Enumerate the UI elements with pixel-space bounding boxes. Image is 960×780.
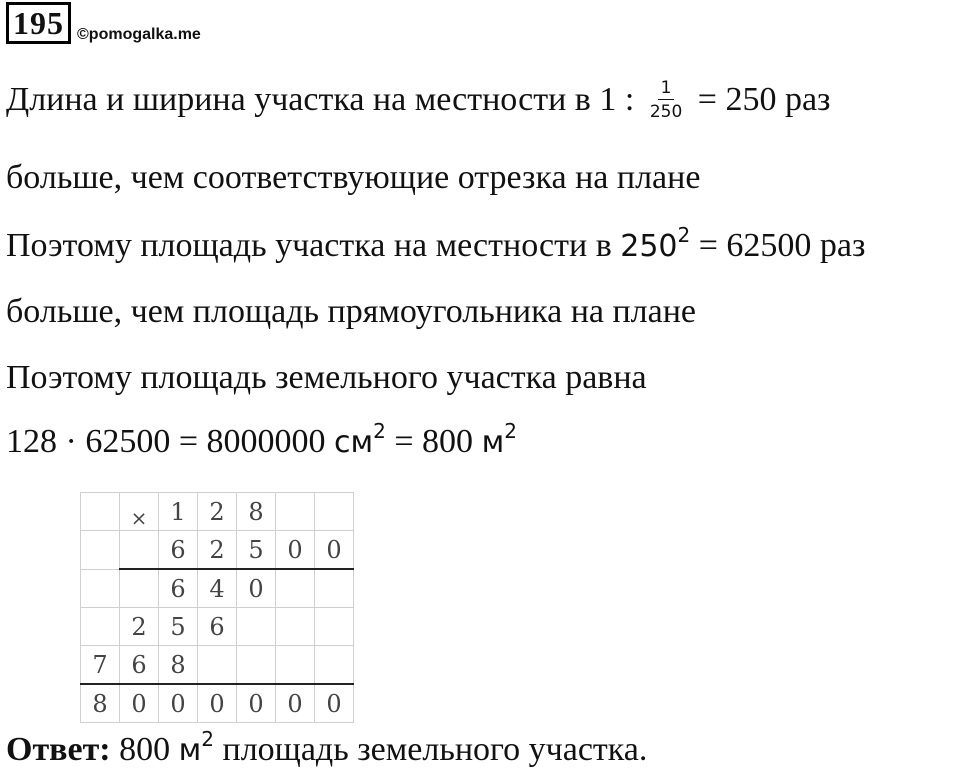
calc-row [81,531,354,570]
line-6-eq: = 800 [394,423,474,460]
calc-cell: 6 [120,646,159,685]
calc-cell: 0 [237,569,276,608]
answer-tail: площадь земельного участка. [222,731,648,768]
line-1 [6,80,830,124]
calc-cell [81,569,120,608]
power-exponent: 2 [677,223,691,247]
calc-cell: 5 [159,608,198,646]
calc-cell: 5 [237,531,276,570]
line-1-tail: = 250 раз [697,81,831,118]
calc-cell: 6 [198,608,237,646]
calc-cell [276,493,315,531]
calc-cell [315,646,354,685]
unit-m-exponent: 2 [504,419,517,443]
unit-m: м [481,425,505,460]
calc-grid [80,492,354,723]
calc-cell: 2 [198,493,237,531]
line-3-text: Поэтому площадь участка на местности в [6,227,612,264]
calc-cell: 0 [315,684,354,723]
calc-cell: 0 [276,684,315,723]
line-5: Поэтому площадь земельного участка равна [6,359,647,396]
calc-cell [315,569,354,608]
calc-cell: 2 [198,531,237,570]
calc-cell: 4 [198,569,237,608]
calc-cell: 0 [315,531,354,570]
calc-cell [81,608,120,646]
calc-row [81,608,354,646]
calc-row [81,646,354,685]
calc-row [81,684,354,723]
calc-cell [81,493,120,531]
calc-cell [237,646,276,685]
line-2: больше, чем соответствующие отрезка на плане [6,159,701,196]
calc-cell: 8 [237,493,276,531]
line-6 [6,419,517,463]
calc-cell [198,646,237,685]
calc-cell: 8 [159,646,198,685]
line-4: больше, чем площадь прямоугольника на плане [6,293,697,330]
line-3 [6,223,866,267]
answer-line [6,727,648,771]
task-number: 195 [6,2,71,44]
unit-cm-exponent: 2 [373,419,386,443]
fraction [647,78,685,122]
calc-cell: 8 [81,684,120,723]
calc-cell: 0 [276,531,315,570]
calc-cell [237,608,276,646]
watermark: ©pomogalka.me [77,26,201,43]
answer-label: Ответ: [6,731,111,768]
calc-cell [120,569,159,608]
calc-row [81,493,354,531]
unit-cm: см [334,425,374,460]
task-header [6,2,201,44]
calc-cell: 2 [120,608,159,646]
calc-cell [81,531,120,570]
times-sign: × [120,493,159,531]
calc-row [81,569,354,608]
column-multiplication [80,492,354,722]
calc-cell: 7 [81,646,120,685]
calc-cell [315,608,354,646]
answer-value: 800 [119,731,171,768]
calc-cell: 0 [159,684,198,723]
calc-cell: 6 [159,569,198,608]
calc-cell: 0 [198,684,237,723]
answer-unit: м [178,733,202,768]
fraction-denominator: 250 [649,102,683,123]
power-base: 250 [620,229,678,264]
fraction-numerator: 1 [658,78,675,100]
calc-cell [276,569,315,608]
calc-cell: 0 [237,684,276,723]
calc-cell [315,493,354,531]
calc-cell: 0 [120,684,159,723]
line-1-text: Длина и ширина участка на местности в 1 : [6,81,635,118]
answer-unit-exponent: 2 [201,727,214,751]
line-3-tail: = 62500 раз [698,227,866,264]
line-6-text: 128 · 62500 = 8000000 [6,423,326,460]
calc-cell: 6 [159,531,198,570]
calc-cell: 1 [159,493,198,531]
calc-cell [120,531,159,570]
calc-cell [276,646,315,685]
calc-cell [276,608,315,646]
